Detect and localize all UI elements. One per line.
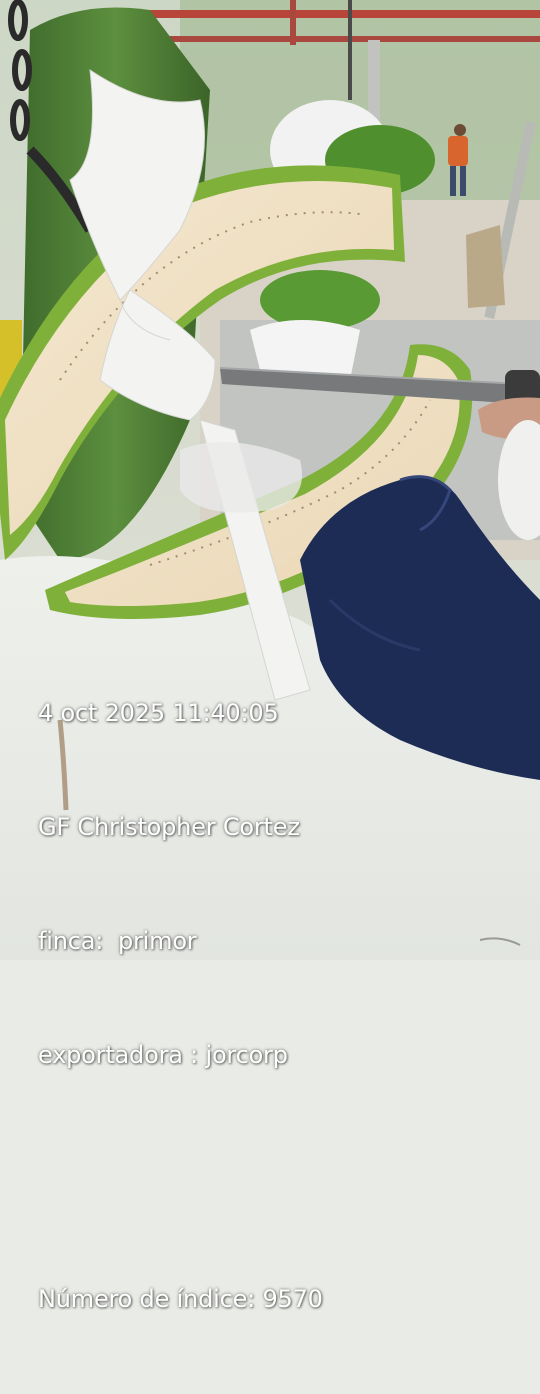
stamp-index: Número de índice: 9570 <box>38 1285 323 1313</box>
photo-watermark <box>38 618 323 1394</box>
stamp-spacer <box>38 1150 323 1204</box>
stamp-farm: finca: primor <box>38 927 197 955</box>
stamp-datetime: 4 oct 2025 11:40:05 <box>38 699 279 727</box>
red-beam <box>130 10 540 18</box>
stamp-exporter: exportadora : jorcorp <box>38 1041 288 1069</box>
red-post <box>290 0 296 45</box>
sack <box>466 225 505 308</box>
stamp-inspector: GF Christopher Cortez <box>38 813 300 841</box>
